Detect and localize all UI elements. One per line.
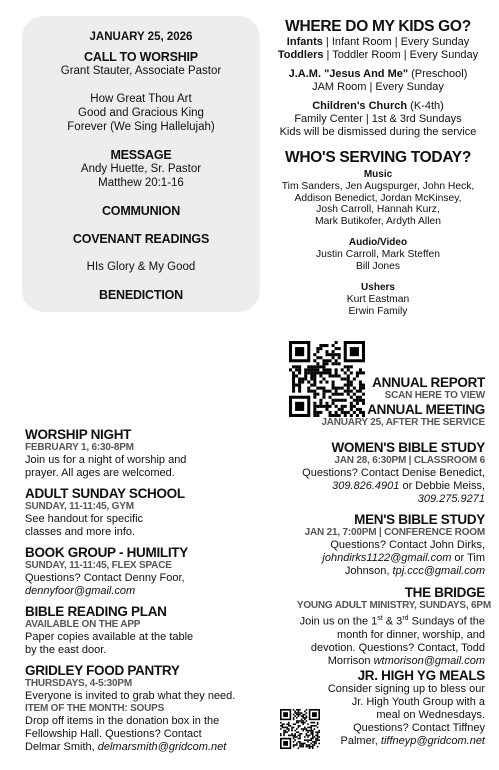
annual-meeting-date: JANUARY 25, AFTER THE SERVICE	[321, 417, 485, 428]
service-date: JANUARY 25, 2026	[89, 31, 193, 43]
mbs-contact: johndirks1122@gmail.com or Tim	[322, 552, 485, 564]
message-heading: MESSAGE	[110, 148, 172, 162]
mbs-contact: Questions? Contact John Dirks,	[330, 539, 485, 551]
wbs-contact: 309.826.4901 or Debbie Meiss,	[332, 480, 485, 492]
mbs-contact: Johnson, tpj.ccc@gmail.com	[344, 565, 485, 577]
gfp-text: Delmar Smith, delmarsmith@gridcom.net	[25, 741, 227, 753]
mens-bible-study	[255, 512, 485, 578]
toddlers-line: Toddlers | Toddler Room | Every Sunday	[277, 49, 479, 61]
brp-text: Paper copies available at the table	[25, 631, 194, 643]
av-names: Bill Jones	[355, 260, 401, 272]
gfp-heading: GRIDLEY FOOD PANTRY	[25, 663, 180, 678]
wbs-heading: WOMEN'S BIBLE STUDY	[331, 440, 485, 455]
music-names: Addison Benedict, Jordan McKinsey,	[294, 192, 462, 204]
gfp-text: Everyone is invited to grab what they need.	[25, 690, 236, 702]
bg-details: SUNDAY, 11-11:45, FLEX SPACE	[25, 560, 172, 571]
av-heading: Audio/Video	[348, 237, 408, 248]
gfp-details: THURSDAYS, 4-5:30PM	[25, 678, 132, 689]
message-pastor: Andy Huette, Sr. Pastor	[80, 163, 202, 175]
childrens-church-room: Family Center | 1st & 3rd Sundays	[294, 113, 462, 125]
wbs-contact: Questions? Contact Denise Benedict,	[302, 467, 485, 479]
jr-high-meals	[310, 668, 485, 748]
brp-details: AVAILABLE ON THE APP	[25, 619, 141, 630]
childrens-church-note: Kids will be dismissed during the service	[279, 126, 477, 138]
ass-text: classes and more info.	[25, 526, 136, 538]
ushers-heading: Ushers	[361, 282, 395, 293]
wbs-contact	[255, 493, 485, 506]
wbs-details: JAN 28, 6:30PM | CLASSROOM 6	[334, 455, 485, 466]
jh-text: Palmer, tiffneyp@gridcom.net	[340, 735, 485, 747]
womens-bible-study	[255, 440, 485, 506]
call-to-worship-leader: Grant Stauter, Associate Pastor	[60, 65, 222, 77]
call-to-worship-heading: CALL TO WORSHIP	[84, 50, 198, 64]
bridge-text: Morrison wtmorison@gmail.com	[327, 654, 485, 667]
ass-text: See handout for specific	[25, 513, 144, 525]
mbs-heading: MEN'S BIBLE STUDY	[354, 512, 485, 527]
jh-text: meal on Wednesdays.	[376, 709, 485, 721]
jam-room-line: JAM Room | Every Sunday	[312, 81, 444, 93]
bg-text: Questions? Contact Denny Foor,	[25, 572, 185, 584]
jam-line: J.A.M. "Jesus And Me" (Preschool)	[288, 68, 468, 80]
song-title: How Great Thou Art	[90, 93, 192, 105]
song-title: Forever (We Sing Hallelujah)	[67, 121, 215, 133]
the-bridge	[255, 585, 491, 668]
email-link[interactable]: delmarsmith@gridcom.net	[97, 741, 227, 753]
bridge-heading: THE BRIDGE	[404, 585, 485, 600]
wn-details: FEBRUARY 1, 6:30-8PM	[25, 442, 134, 453]
covenant-song: HIs Glory & My Good	[86, 261, 196, 273]
phone-link[interactable]: 309.826.4901	[332, 480, 400, 492]
bible-reading-plan	[25, 604, 255, 657]
jh-text: Questions? Contact Tiffney	[353, 722, 485, 734]
jh-text: Jr. High Youth Group with a	[351, 696, 485, 708]
ushers-names: Kurt Eastman	[346, 294, 410, 305]
annual-report-block	[255, 375, 485, 429]
wn-heading: WORSHIP NIGHT	[25, 427, 132, 442]
music-names: Josh Carroll, Hannah Kurz,	[316, 204, 440, 215]
jh-text: Consider signing up to bless our	[327, 683, 485, 695]
order-of-service	[22, 16, 260, 312]
music-names: Tim Sanders, Jen Augspurger, John Heck,	[281, 181, 475, 192]
benediction-heading: BENEDICTION	[99, 288, 183, 302]
email-link[interactable]: dennyfoor@gmail.com	[25, 585, 136, 597]
bg-text	[25, 585, 255, 598]
gfp-text: Drop off items in the donation box in the	[25, 715, 220, 727]
email-link[interactable]: johndirks1122@gmail.com	[322, 552, 452, 564]
ushers-names: Erwin Family	[348, 305, 408, 317]
message-scripture: Matthew 20:1-16	[98, 177, 184, 189]
av-names: Justin Carroll, Mark Steffen	[316, 249, 440, 260]
worship-night	[25, 427, 255, 480]
adult-sunday-school	[25, 486, 255, 539]
brp-text: by the east door.	[25, 644, 107, 656]
book-group	[25, 545, 255, 598]
bridge-text: devotion. Questions? Contact, Todd	[310, 641, 485, 654]
kids-and-serving	[266, 18, 490, 317]
left-announcements	[25, 427, 255, 760]
serving-heading: WHO'S SERVING TODAY?	[284, 149, 472, 166]
ass-details: SUNDAY, 11-11:45, GYM	[25, 501, 134, 512]
bridge-text: month for dinner, worship, and	[337, 628, 485, 641]
communion-heading: COMMUNION	[101, 204, 181, 218]
wn-text: prayer. All ages are welcomed.	[25, 467, 175, 479]
email-link[interactable]: wtmorison@gmail.com	[373, 654, 485, 667]
infants-line: Infants | Infant Room | Every Sunday	[286, 36, 470, 48]
bridge-details: YOUNG ADULT MINISTRY, SUNDAYS, 6PM	[296, 600, 491, 611]
ass-heading: ADULT SUNDAY SCHOOL	[25, 486, 185, 501]
annual-meeting-heading: ANNUAL MEETING	[367, 402, 485, 417]
email-link[interactable]: tiffneyp@gridcom.net	[380, 735, 485, 747]
jh-heading: JR. HIGH YG MEALS	[357, 668, 485, 683]
kids-heading: WHERE DO MY KIDS GO?	[285, 18, 471, 35]
bridge-text: Join us on the 1st & 3rd Sundays of the	[299, 615, 485, 628]
annual-report-heading: ANNUAL REPORT	[372, 375, 485, 390]
music-names: Mark Butikofer, Ardyth Allen	[315, 215, 441, 227]
email-link[interactable]: tpj.ccc@gmail.com	[392, 565, 485, 577]
childrens-church-line: Children's Church (K-4th)	[312, 100, 444, 112]
covenant-readings-heading: COVENANT READINGS	[72, 232, 210, 246]
gfp-text: Fellowship Hall. Questions? Contact	[25, 728, 202, 740]
food-pantry	[25, 663, 255, 754]
brp-heading: BIBLE READING PLAN	[25, 604, 167, 619]
mbs-details: JAN 21, 7:00PM | CONFERENCE ROOM	[304, 527, 485, 538]
song-title: Good and Gracious King	[78, 107, 204, 119]
music-heading: Music	[363, 169, 393, 180]
scan-label: SCAN HERE TO VIEW	[384, 390, 485, 401]
wn-text: Join us for a night of worship and	[25, 454, 187, 466]
bg-heading: BOOK GROUP - HUMILITY	[25, 545, 188, 560]
gfp-item: ITEM OF THE MONTH: SOUPS	[25, 703, 165, 714]
phone-link[interactable]: 309.275.9271	[417, 493, 485, 505]
